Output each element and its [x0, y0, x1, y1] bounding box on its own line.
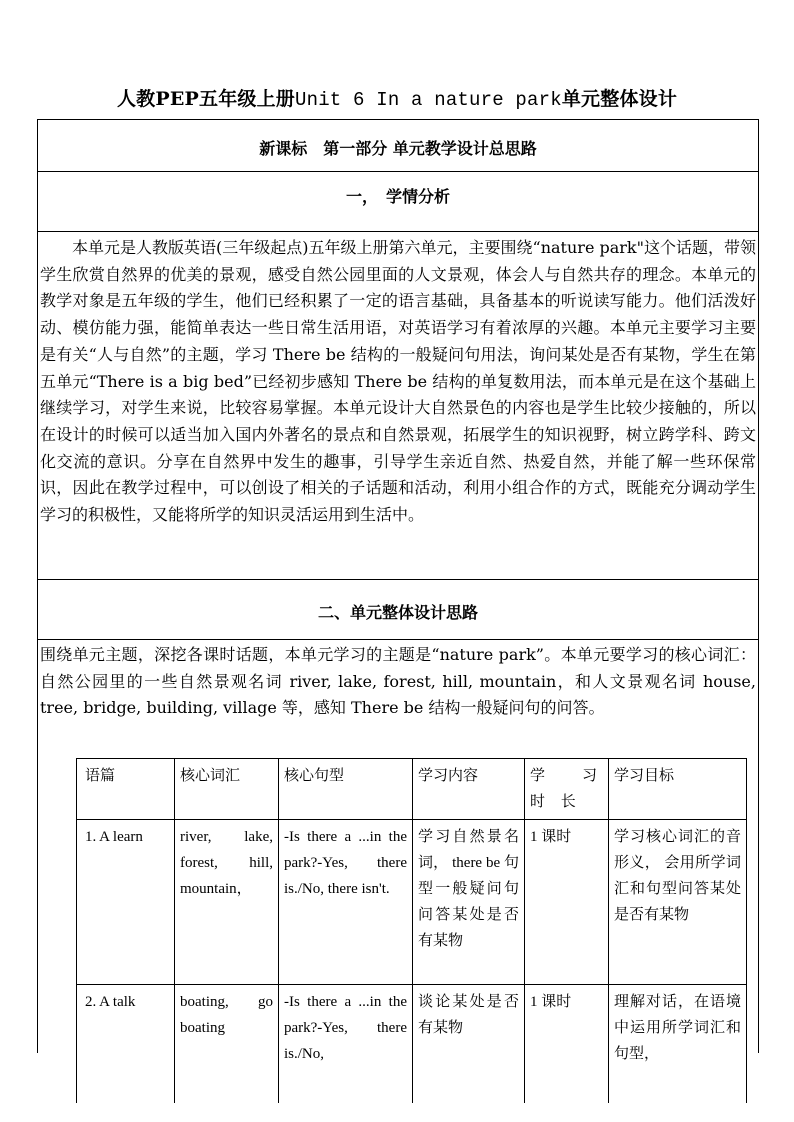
row-divider: [38, 579, 758, 580]
goal-cell: 理解对话，在语境中运用所学词汇和句型，: [609, 985, 747, 1104]
table-row: [77, 985, 747, 1104]
header-cell: 核心词汇: [175, 759, 279, 820]
header-cell: 学习目标: [609, 759, 747, 820]
content-cell: 学习自然景名词， there be 句型一般疑问句问答某处是否有某物: [413, 820, 525, 985]
vocab-cell: boating, go boating: [175, 985, 279, 1104]
lesson-cell: 2. A talk: [77, 985, 175, 1104]
lesson-cell: 1. A learn: [77, 820, 175, 985]
row-divider: [38, 171, 758, 172]
section2-heading: 二、单元整体设计思路: [317, 603, 478, 622]
goal-cell: 学习核心词汇的音形义， 会用所学词汇和句型问答某处是否有某物: [609, 820, 747, 985]
section2-paragraph: 围绕单元主题，深挖各课时话题，本单元学习的主题是“nature park”。本单元要学习的核心词汇：自然公园里的一些自然景观名词 river, lake, forest, hill, mountain，和人文景观名词 house, tree, bridge, building, village 等，感知 There be 结构一般疑问句的问答。: [40, 645, 756, 718]
header-row: 新课标 第一部分 单元教学设计总思路: [259, 139, 537, 158]
table-header-row: [77, 759, 747, 820]
header-cell: 核心句型: [279, 759, 413, 820]
row-divider: [38, 231, 758, 232]
duration-cell: 1 课时: [525, 985, 609, 1104]
outer-table: [37, 119, 759, 1062]
title-prefix: 人教PEP五年级上册: [116, 88, 295, 110]
header-cell: 学习内容: [413, 759, 525, 820]
title-english: Unit 6 In a nature park: [295, 89, 562, 111]
header-cell: 语篇: [77, 759, 175, 820]
title-suffix: 单元整体设计: [561, 88, 678, 110]
section1-text: [38, 235, 758, 529]
vocab-cell: river, lake, forest, hill, mountain，: [175, 820, 279, 985]
header-cell: 学 习 时 长: [525, 759, 609, 820]
row-divider: [38, 639, 758, 640]
section1-heading: 一， 学情分析: [345, 187, 450, 206]
table-row: [77, 820, 747, 985]
content-cell: 谈论某处是否有某物: [413, 985, 525, 1104]
pattern-cell: -Is there a ...in the park?-Yes, there is./No,: [279, 985, 413, 1104]
document-title: [0, 84, 794, 111]
section1-paragraph: 本单元是人教版英语(三年级起点)五年级上册第六单元，主要围绕“nature park"这个话题，带领学生欣赏自然界的优美的景观，感受自然公园里面的人文景观，体会人与自然共存的理念。本单元的教学对象是五年级的学生，他们已经积累了一定的语言基础，具备基本的听说读写能力。他们活泼好动、模仿能力强，能简单表达一些日常生活用语，对英语学习有着浓厚的兴趣。本单元主要学习主要是有关“人与自然”的主题，学习 There be 结构的一般疑问句用法，询问某处是否有某物，学生在第五单元“There is a big bed”已经初步感知 There be 结构的单复数用法，而本单元是在这个基础上继续学习，对学生来说，比较容易掌握。本单元设计大自然景色的内容也是学生比较少接触的，所以在设计的时候可以适当加入国内外著名的景点和自然景观，拓展学生的知识视野，树立跨学科、跨文化交流的意识。分享在自然界中发生的趣事，引导学生亲近自然、热爱自然，并能了解一些环保常识，因此在教学过程中，可以创设了相关的子话题和活动，利用小组合作的方式，既能充分调动学生学习的积极性，又能将所学的知识灵活运用到生活中。: [40, 238, 756, 525]
duration-cell: 1 课时: [525, 820, 609, 985]
section2-text: [38, 642, 758, 722]
pattern-cell: -Is there a ...in the park?-Yes, there is./No, there isn't.: [279, 820, 413, 985]
lesson-table: [76, 758, 747, 1103]
